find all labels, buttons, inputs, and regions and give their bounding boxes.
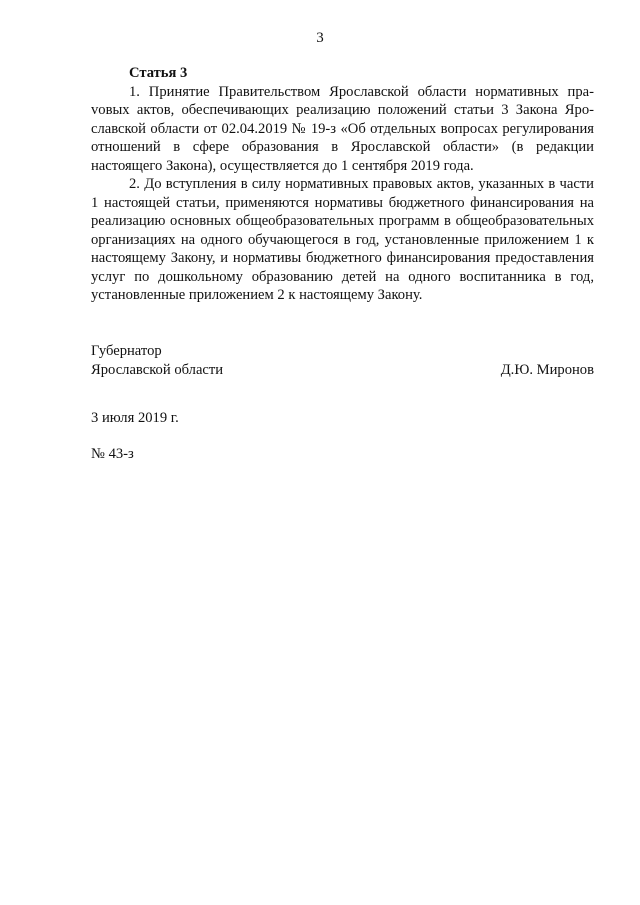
page-number: 3 <box>316 30 324 46</box>
article-heading: Статья 3 <box>129 65 188 81</box>
signature-block <box>91 342 594 379</box>
article-paragraph-2: 2. До вступления в силу нормативных правовых актов, указанных в части 1 настоящей статьи, применяются нормативы бюджетного финансирования на реализацию основных общеобразовательных программ в общеобразовательных организациях на одного обучающегося в год, установленные приложением 1 к настоящему Закону, и нормативы бюджетного финансирования предоставления услуг по дошкольному образованию детей на одного воспитанника в год, установленные приложением 2 к настоящему Закону. <box>91 176 594 303</box>
document-number: № 43-з <box>91 446 134 462</box>
signature-title-line2: Ярославской области <box>91 361 224 378</box>
signature-title-line1: Губернатор <box>91 343 162 359</box>
article-body <box>91 64 594 305</box>
document-date: 3 июля 2019 г. <box>91 410 179 426</box>
signatory-name: Д.Ю. Миронов <box>500 361 594 378</box>
article-paragraph-1: 1. Принятие Правительством Ярославской области нормативных праvовых актов, обеспечивающих реализацию положений статьи 3 Закона Ярославской области от 02.04.2019 № 19-з «Об отдельных вопросах регулирования отношений в сфере образования в Ярославской области» (в редакции настоящего Закона), осуществляется до 1 сентября 2019 года. <box>91 83 594 174</box>
signature-line <box>91 361 594 380</box>
